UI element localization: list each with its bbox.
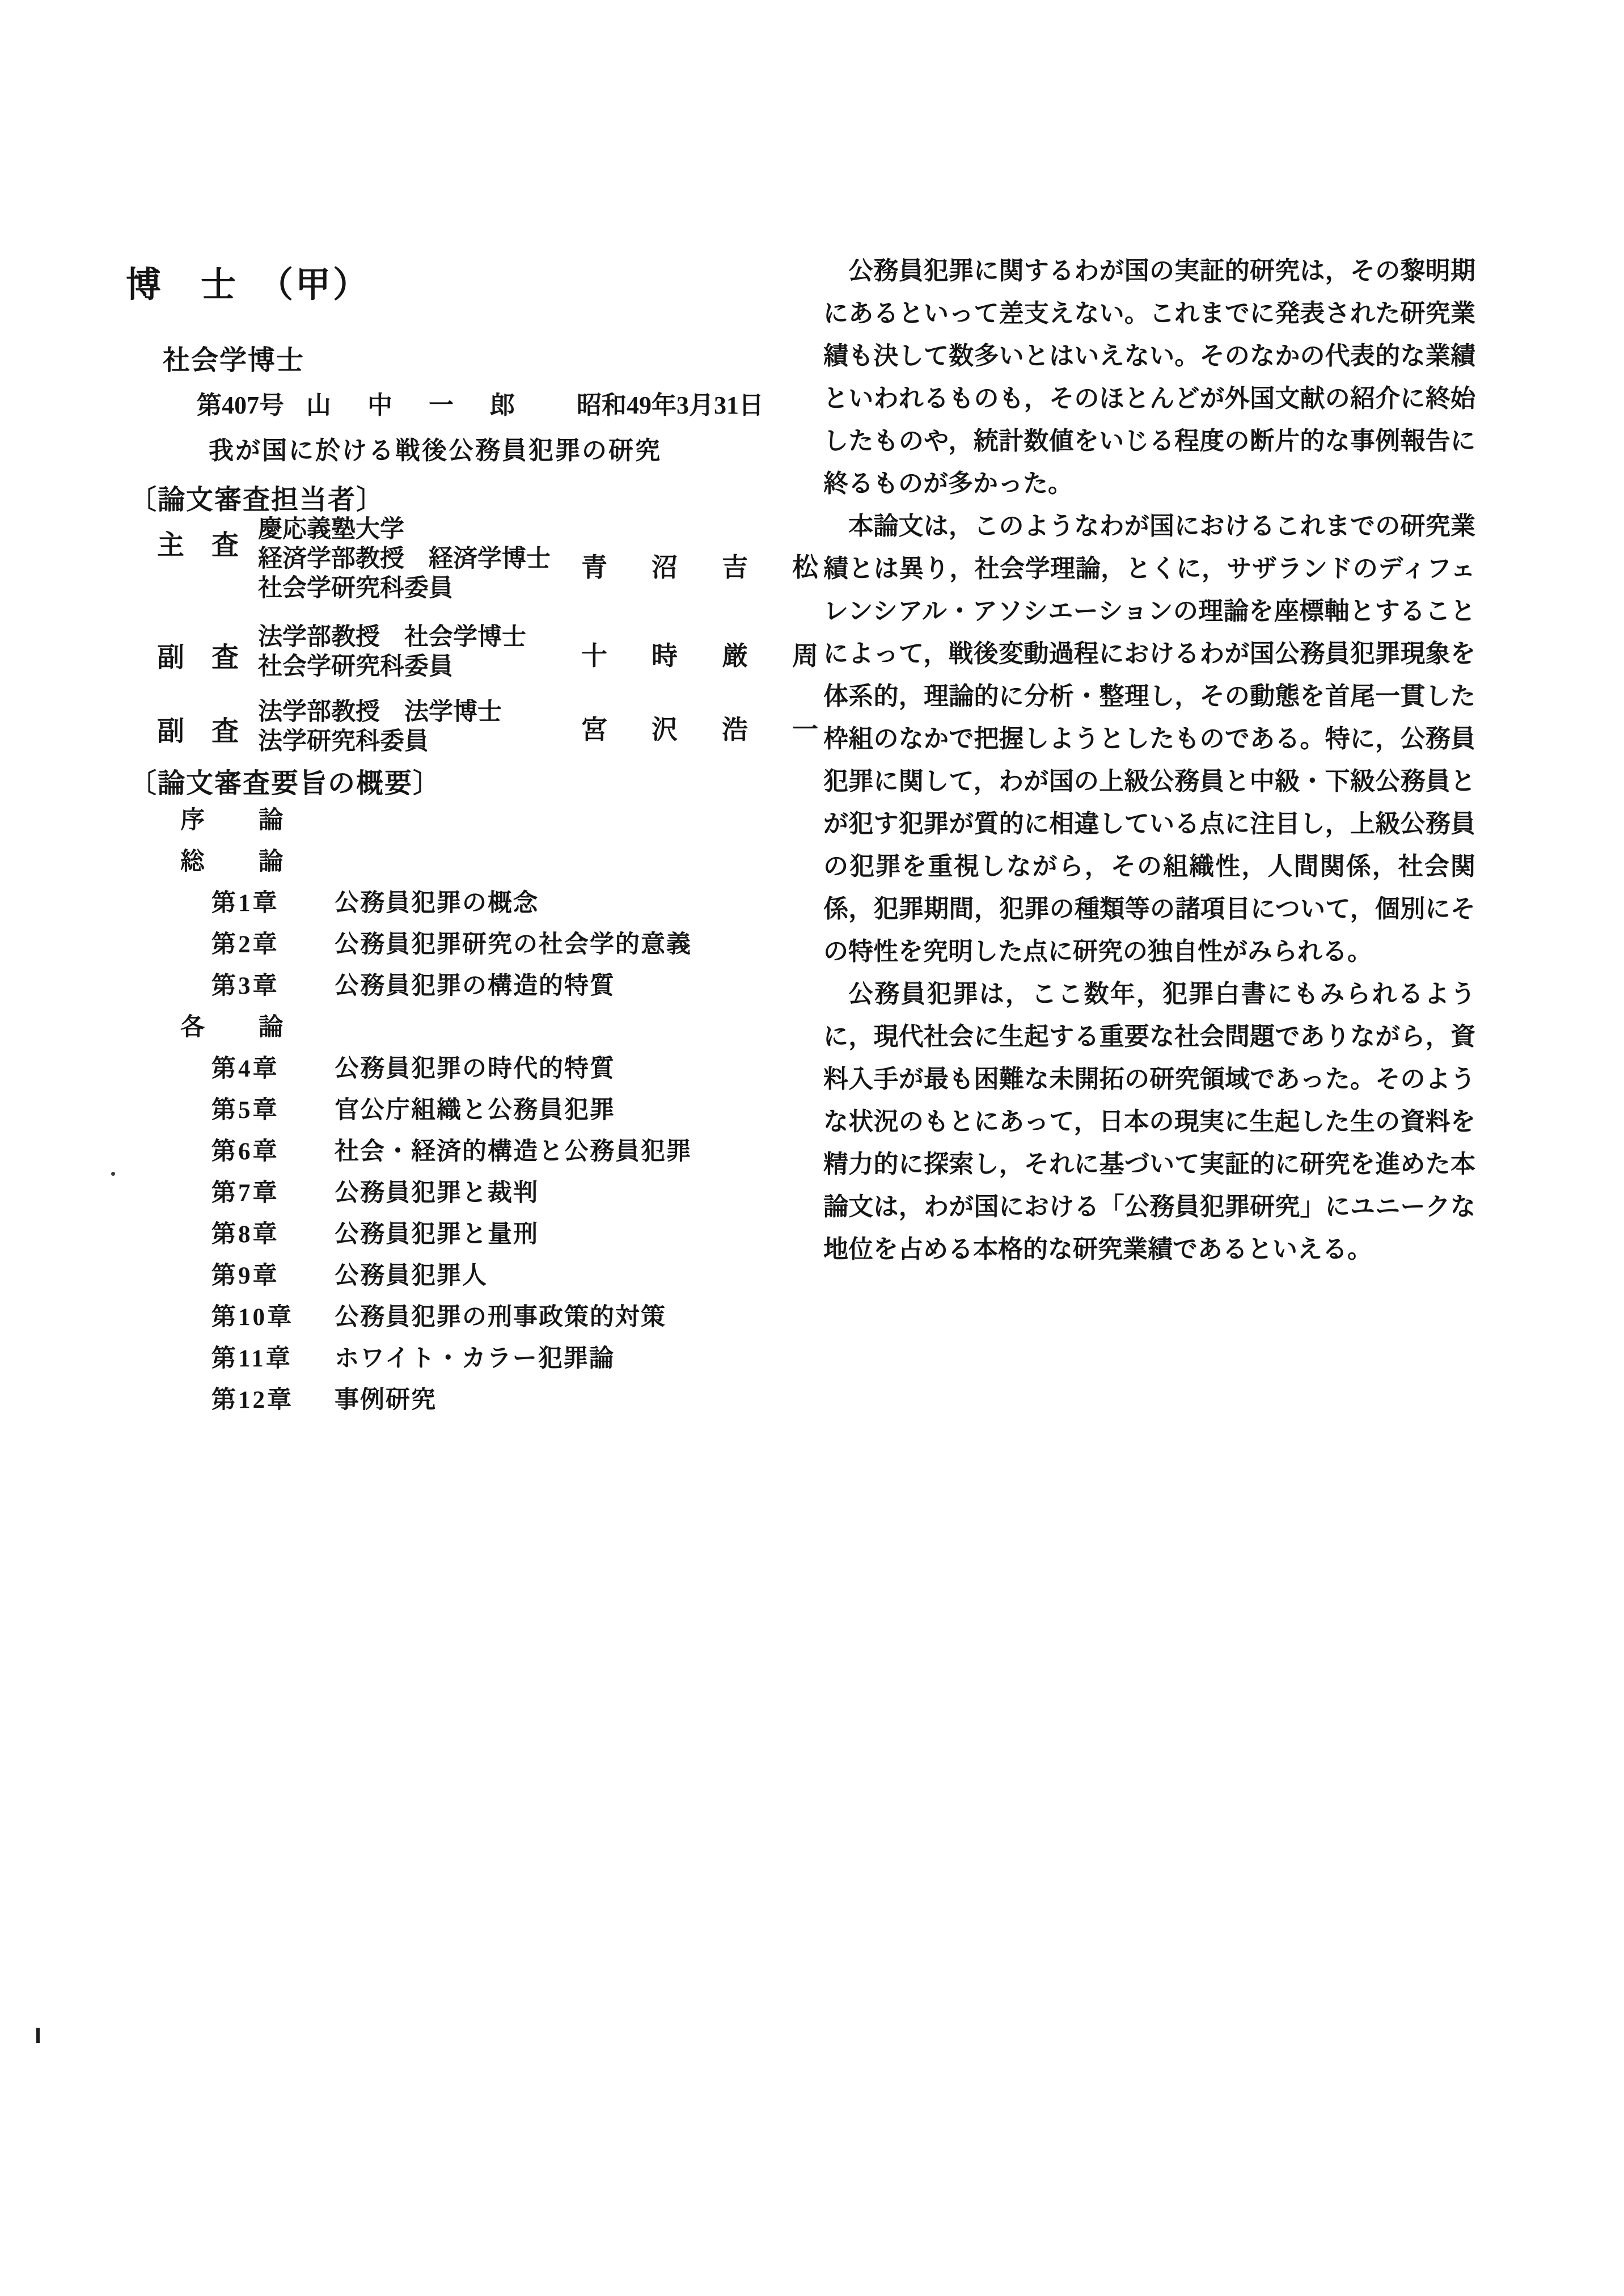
author-name: 山 中 一 郎 (306, 391, 521, 419)
outline-chapter (180, 1336, 692, 1377)
outline-chapter (180, 1046, 692, 1087)
outline-chapter-label: 第5章 (212, 1097, 280, 1124)
outline-chapter-title: 公務員犯罪の刑事政策的対策 (335, 1304, 666, 1331)
affiliation-line: 法学部教授 社会学博士 (258, 624, 526, 651)
affiliation-line: 社会学研究科委員 (258, 653, 453, 680)
outline-chapter (180, 1294, 692, 1336)
outline-chapter (180, 963, 692, 1004)
affiliation-line: 社会学研究科委員 (258, 575, 453, 602)
outline-chapter-title: 公務員犯罪人 (335, 1263, 488, 1289)
outline-chapter-label: 第7章 (212, 1180, 280, 1206)
review-paragraph: 本論文は，このようなわが国におけるこれまでの研究業績とは異り，社会学理論，とくに，サザランドのディフェレンシアル・アソシエーションの理論を座標軸とすることによって，戦後変動過程におけるわが国公務員犯罪現象を体系的，理論的に分析・整理し，その動態を首尾一貫した枠組のなかで把握しようとしたものである。特に，公務員犯罪に関して，わが国の上級公務員と中級・下級公務員とが犯す犯罪が質的に相違している点に注目し，上級公務員の犯罪を重視しながら，その組織性，人間関係，社会関係，犯罪期間，犯罪の種類等の諸項目について，個別にその特性を究明した点に研究の独自性がみられる。 (823, 512, 1475, 965)
outline-part-label: 各 論 (180, 1014, 298, 1041)
outline-chapter-title: 公務員犯罪の概念 (335, 890, 539, 917)
outline-part-label: 総 論 (180, 849, 298, 875)
outline-chapter-title: 公務員犯罪研究の社会学的意義 (335, 931, 692, 958)
outline-chapter (180, 1170, 692, 1212)
outline-chapter (180, 1129, 692, 1170)
outline-chapter-title: 公務員犯罪の時代的特質 (335, 1056, 615, 1082)
review-summary-text (823, 250, 1475, 1271)
outline-chapter (180, 880, 692, 922)
review-paragraph: 公務員犯罪は，ここ数年，犯罪白書にもみられるように，現代社会に生起する重要な社会問題でありながら，資料入手が最も困難な未開拓の研究領域であった。そのような状況のもとにあって，日本の現実に生起した生の資料を精力的に探索し，それに基づいて実証的に研究を進めた本論文は，わが国における「公務員犯罪研究」にユニークな地位を占める本格的な研究業績であるといえる。 (823, 980, 1475, 1263)
outline-chapter-label: 第10章 (212, 1304, 294, 1331)
outline-part (180, 797, 692, 839)
outline-chapter-label: 第4章 (212, 1056, 280, 1082)
outline-chapter-label: 第3章 (212, 973, 280, 999)
thesis-number: 第407号 (197, 391, 284, 419)
affiliation-line: 法学研究科委員 (258, 728, 429, 755)
outline-chapter-title: 公務員犯罪と量刑 (335, 1221, 539, 1248)
outline-chapter-title: 社会・経済的構造と公務員犯罪 (335, 1138, 692, 1165)
outline-part (180, 1004, 692, 1046)
outline-chapter-label: 第1章 (212, 890, 280, 917)
affiliation-line: 法学部教授 法学博士 (258, 699, 502, 725)
outline-part (180, 839, 692, 880)
examiner-role-chief: 主 査 (157, 530, 239, 560)
scan-artifact-mark (36, 2028, 40, 2043)
outline-chapter-label: 第9章 (212, 1263, 280, 1289)
outline-chapter (180, 1087, 692, 1129)
outline-chapter (180, 1377, 692, 1419)
outline-chapter-label: 第2章 (212, 931, 280, 958)
examiner-affiliation-chief (258, 515, 551, 603)
thesis-title: 我が国に於ける戦後公務員犯罪の研究 (209, 437, 662, 465)
review-paragraph: 公務員犯罪に関するわが国の実証的研究は，その黎明期にあるといって差支えない。これまでに発表された研究業績も決して数多いとはいえない。そのなかの代表的な業績といわれるものも，そのほとんどが外国文献の紹介に終始したものや，統計数値をいじる程度の断片的な事例報告に終るものが多かった。 (823, 257, 1475, 497)
outline-chapter-title: 事例研究 (335, 1387, 437, 1413)
outline-chapter-title: 公務員犯罪の構造的特質 (335, 973, 615, 999)
examiner-role-deputy-1: 副 査 (157, 643, 239, 673)
examiner-affiliation-deputy-2 (258, 698, 502, 757)
scan-artifact-dot (111, 1172, 115, 1176)
outline-chapter-title: 官公庁組織と公務員犯罪 (335, 1097, 615, 1124)
examiner-role-deputy-2: 副 査 (157, 716, 239, 746)
outline-chapter-label: 第6章 (212, 1138, 280, 1165)
examiners-section-heading: 〔論文審査担当者〕 (129, 485, 385, 515)
examiner-name-deputy-2: 宮 沢 浩 一 (581, 715, 827, 744)
outline-chapter (180, 922, 692, 963)
summary-section-heading: 〔論文審査要旨の概要〕 (129, 769, 442, 799)
outline-chapter-title: 公務員犯罪と裁判 (335, 1180, 539, 1206)
affiliation-line: 経済学部教授 経済学博士 (258, 546, 551, 572)
degree-type: 社会学博士 (163, 345, 305, 375)
degree-header: 博 士 （甲） (126, 266, 371, 305)
outline-part-label: 序 論 (180, 807, 298, 834)
affiliation-line: 慶応義塾大学 (258, 516, 404, 543)
thesis-outline (180, 797, 692, 1419)
outline-chapter (180, 1212, 692, 1253)
outline-chapter-label: 第12章 (212, 1387, 294, 1413)
outline-chapter (180, 1253, 692, 1294)
examiner-name-deputy-1: 十 時 厳 周 (581, 641, 827, 670)
outline-chapter-label: 第8章 (212, 1221, 280, 1248)
outline-chapter-title: ホワイト・カラー犯罪論 (335, 1345, 615, 1372)
conferral-date: 昭和49年3月31日 (577, 391, 764, 419)
registration-line (197, 385, 764, 421)
outline-chapter-label: 第11章 (212, 1345, 293, 1372)
examiner-affiliation-deputy-1 (258, 623, 526, 682)
examiner-name-chief: 青 沼 吉 松 (581, 553, 827, 582)
